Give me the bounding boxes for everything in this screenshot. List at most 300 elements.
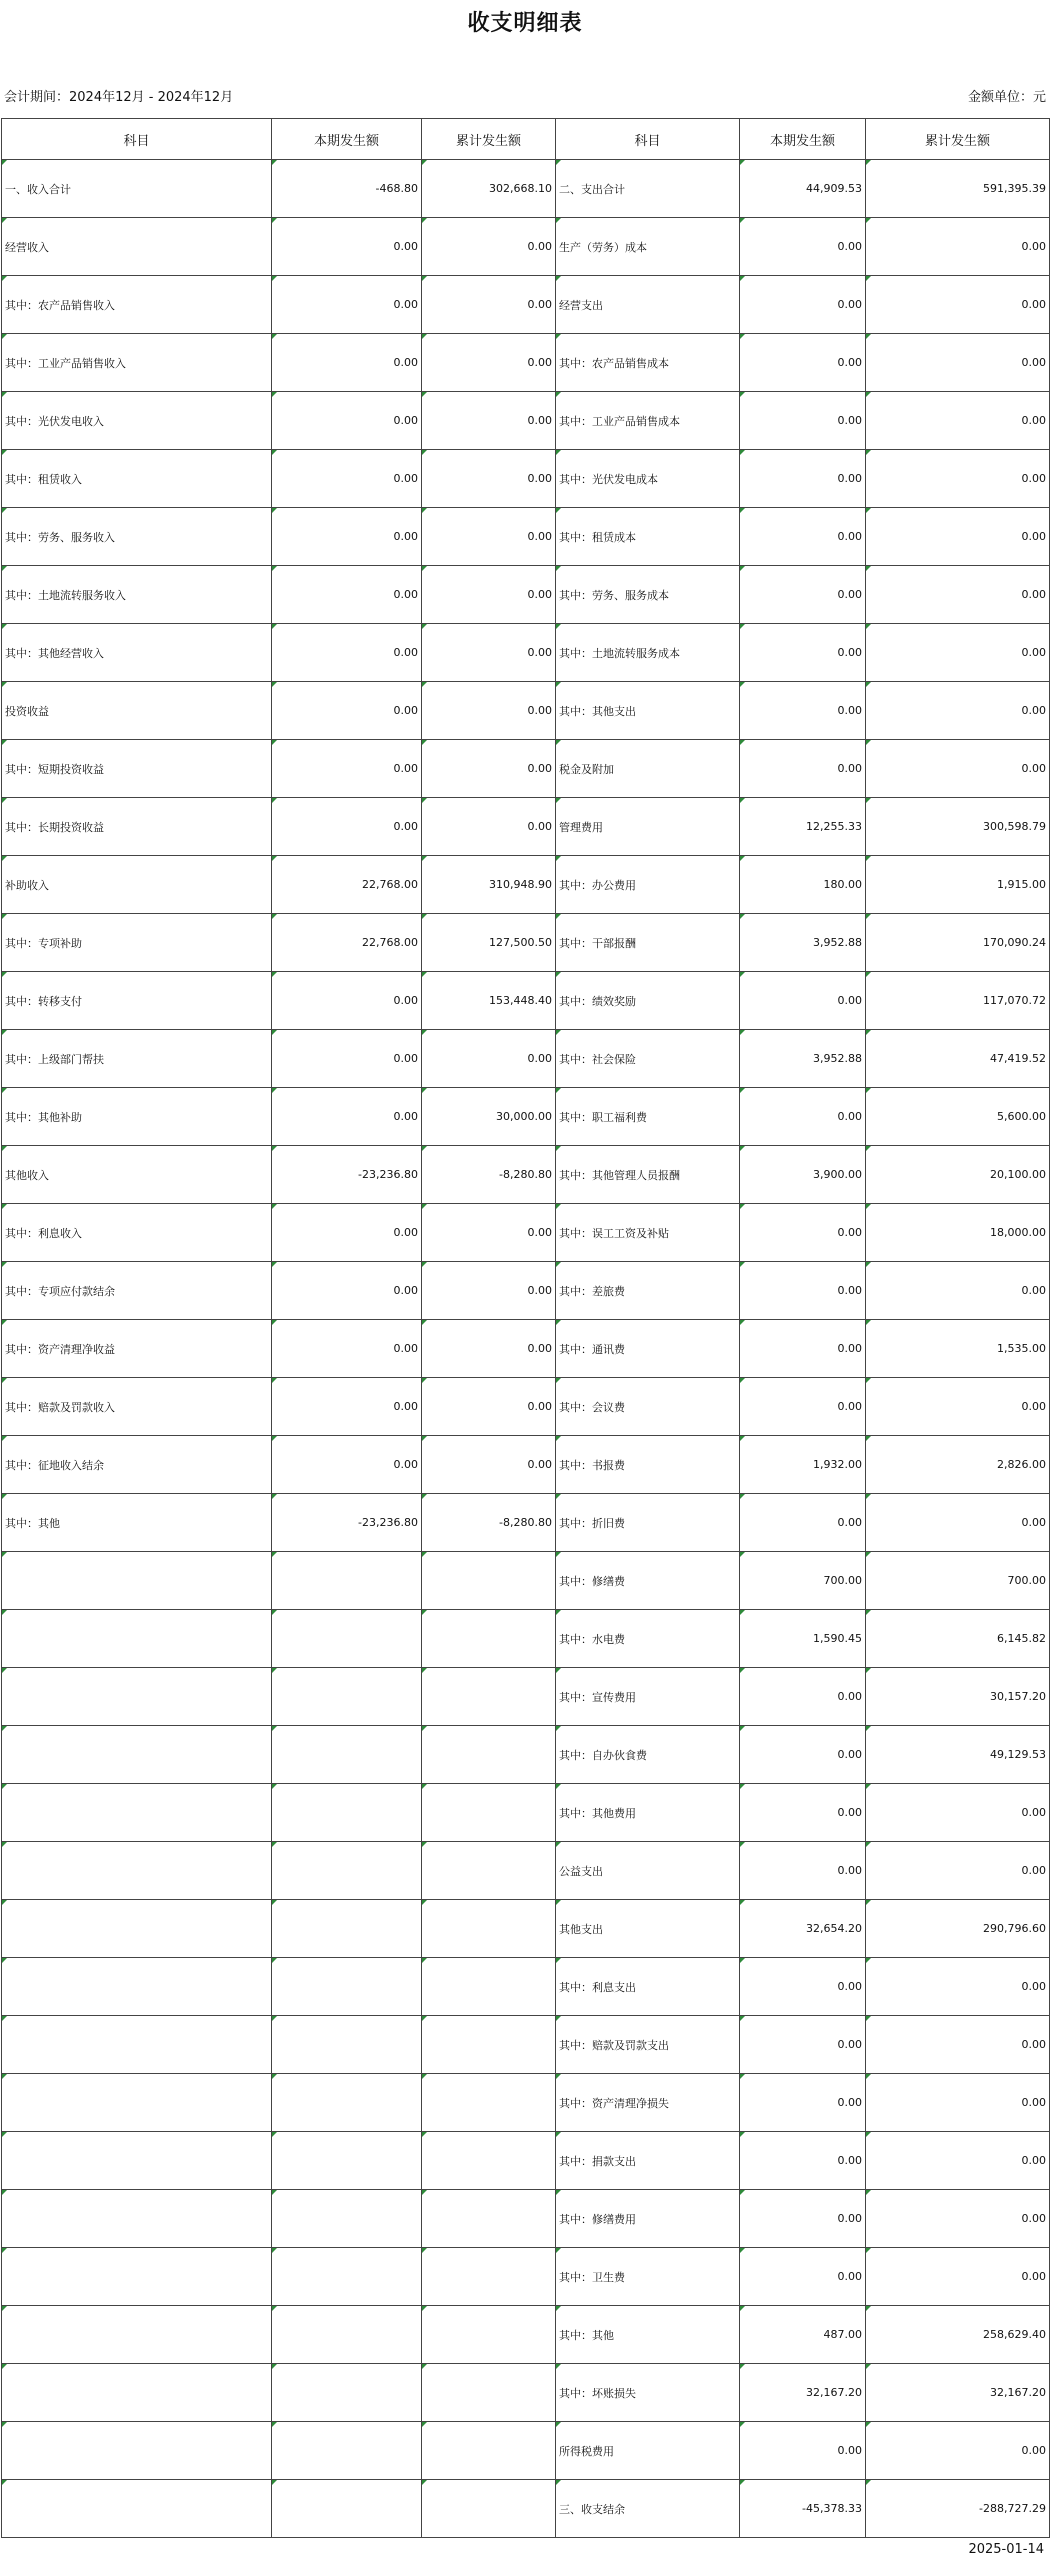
cell-income-current: 0.00	[272, 1262, 422, 1320]
cell-income-subject: 一、收入合计	[2, 160, 272, 218]
cell-income-cumulative: 0.00	[422, 392, 556, 450]
cell-income-cumulative	[422, 2074, 556, 2132]
header-expense-subject: 科目	[556, 119, 740, 160]
cell-income-current: 22,768.00	[272, 856, 422, 914]
cell-income-cumulative	[422, 2132, 556, 2190]
cell-expense-subject: 其中：水电费	[556, 1610, 740, 1668]
cell-income-cumulative: 127,500.50	[422, 914, 556, 972]
cell-expense-cumulative: 117,070.72	[866, 972, 1050, 1030]
cell-expense-current: 44,909.53	[740, 160, 866, 218]
cell-income-current: 0.00	[272, 276, 422, 334]
cell-expense-current: 0.00	[740, 2132, 866, 2190]
cell-income-current	[272, 2190, 422, 2248]
cell-income-subject	[2, 2364, 272, 2422]
income-expense-table	[1, 118, 1050, 2538]
table-row	[2, 2480, 1050, 2538]
table-row	[2, 218, 1050, 276]
cell-income-current: 0.00	[272, 218, 422, 276]
cell-income-current: -468.80	[272, 160, 422, 218]
cell-income-subject: 投资收益	[2, 682, 272, 740]
table-row	[2, 914, 1050, 972]
cell-income-cumulative: 0.00	[422, 334, 556, 392]
cell-expense-current: 32,167.20	[740, 2364, 866, 2422]
cell-income-current: 0.00	[272, 1088, 422, 1146]
cell-income-current: 22,768.00	[272, 914, 422, 972]
cell-income-current	[272, 1784, 422, 1842]
cell-income-cumulative: 0.00	[422, 1030, 556, 1088]
table-row	[2, 624, 1050, 682]
cell-income-current: 0.00	[272, 1436, 422, 1494]
cell-income-current	[272, 2422, 422, 2480]
cell-expense-cumulative: 2,826.00	[866, 1436, 1050, 1494]
cell-income-cumulative	[422, 2480, 556, 2538]
cell-expense-cumulative: 1,915.00	[866, 856, 1050, 914]
table-row	[2, 972, 1050, 1030]
table-row	[2, 2132, 1050, 2190]
table-row	[2, 1378, 1050, 1436]
cell-expense-current: 0.00	[740, 972, 866, 1030]
cell-income-cumulative	[422, 2364, 556, 2422]
cell-expense-cumulative: 0.00	[866, 450, 1050, 508]
cell-expense-subject: 生产（劳务）成本	[556, 218, 740, 276]
cell-expense-cumulative: 0.00	[866, 1494, 1050, 1552]
table-row	[2, 2016, 1050, 2074]
cell-expense-current: 0.00	[740, 2248, 866, 2306]
table-row	[2, 566, 1050, 624]
table-row	[2, 1030, 1050, 1088]
cell-expense-cumulative: 170,090.24	[866, 914, 1050, 972]
cell-income-subject	[2, 2016, 272, 2074]
cell-income-subject: 其中：劳务、服务收入	[2, 508, 272, 566]
cell-income-cumulative: 0.00	[422, 276, 556, 334]
cell-expense-cumulative: 0.00	[866, 218, 1050, 276]
cell-income-current: 0.00	[272, 566, 422, 624]
cell-income-subject	[2, 2132, 272, 2190]
table-row	[2, 1494, 1050, 1552]
cell-expense-cumulative: 0.00	[866, 1262, 1050, 1320]
cell-income-cumulative: -8,280.80	[422, 1146, 556, 1204]
table-row	[2, 1900, 1050, 1958]
cell-income-current	[272, 1958, 422, 2016]
cell-income-subject	[2, 1958, 272, 2016]
cell-expense-current: 0.00	[740, 740, 866, 798]
cell-expense-current: 0.00	[740, 2190, 866, 2248]
cell-expense-cumulative: 290,796.60	[866, 1900, 1050, 1958]
cell-income-cumulative	[422, 2422, 556, 2480]
report-title: 收支明细表	[467, 10, 583, 36]
cell-expense-current: 0.00	[740, 508, 866, 566]
cell-expense-subject: 其中：光伏发电成本	[556, 450, 740, 508]
cell-expense-current: 0.00	[740, 392, 866, 450]
cell-income-cumulative: 0.00	[422, 566, 556, 624]
cell-income-subject: 其中：租赁收入	[2, 450, 272, 508]
cell-income-subject: 其中：专项应付款结余	[2, 1262, 272, 1320]
table-row	[2, 1842, 1050, 1900]
cell-expense-subject: 其中：劳务、服务成本	[556, 566, 740, 624]
cell-expense-current: 1,590.45	[740, 1610, 866, 1668]
table-row	[2, 1668, 1050, 1726]
header-income-subject: 科目	[2, 119, 272, 160]
cell-expense-current: 0.00	[740, 276, 866, 334]
cell-expense-cumulative: -288,727.29	[866, 2480, 1050, 2538]
cell-income-subject: 其中：工业产品销售收入	[2, 334, 272, 392]
cell-income-cumulative	[422, 1552, 556, 1610]
cell-expense-subject: 其中：会议费	[556, 1378, 740, 1436]
cell-expense-current: 0.00	[740, 450, 866, 508]
cell-expense-current: 0.00	[740, 1494, 866, 1552]
cell-income-cumulative: 0.00	[422, 1378, 556, 1436]
cell-expense-current: 0.00	[740, 1320, 866, 1378]
cell-expense-subject: 其中：其他支出	[556, 682, 740, 740]
cell-income-current: 0.00	[272, 1378, 422, 1436]
cell-expense-subject: 其中：土地流转服务成本	[556, 624, 740, 682]
table-row	[2, 2306, 1050, 2364]
cell-income-subject: 其中：长期投资收益	[2, 798, 272, 856]
cell-income-subject	[2, 1842, 272, 1900]
cell-expense-subject: 公益支出	[556, 1842, 740, 1900]
cell-income-subject	[2, 1900, 272, 1958]
cell-expense-cumulative: 18,000.00	[866, 1204, 1050, 1262]
cell-expense-cumulative: 47,419.52	[866, 1030, 1050, 1088]
cell-expense-subject: 其中：绩效奖励	[556, 972, 740, 1030]
cell-expense-current: 0.00	[740, 1958, 866, 2016]
cell-expense-current: 0.00	[740, 1378, 866, 1436]
print-date: 2025-01-14	[968, 2542, 1044, 2557]
table-row	[2, 450, 1050, 508]
cell-expense-subject: 其中：职工福利费	[556, 1088, 740, 1146]
cell-income-current	[272, 2074, 422, 2132]
cell-expense-subject: 其中：误工工资及补贴	[556, 1204, 740, 1262]
cell-expense-current: 0.00	[740, 1088, 866, 1146]
cell-expense-current: 700.00	[740, 1552, 866, 1610]
cell-income-subject	[2, 1668, 272, 1726]
cell-income-current	[272, 1900, 422, 1958]
cell-expense-current: 0.00	[740, 624, 866, 682]
accounting-period: 会计期间：2024年12月 - 2024年12月	[4, 90, 234, 105]
cell-expense-subject: 其中：其他费用	[556, 1784, 740, 1842]
cell-income-cumulative: 310,948.90	[422, 856, 556, 914]
cell-income-current	[272, 2364, 422, 2422]
cell-income-cumulative	[422, 1958, 556, 2016]
cell-income-subject	[2, 1726, 272, 1784]
cell-income-cumulative: 0.00	[422, 682, 556, 740]
cell-expense-cumulative: 0.00	[866, 1958, 1050, 2016]
cell-income-current	[272, 1726, 422, 1784]
cell-expense-subject: 其中：通讯费	[556, 1320, 740, 1378]
cell-expense-subject: 其中：差旅费	[556, 1262, 740, 1320]
cell-income-subject: 其中：赔款及罚款收入	[2, 1378, 272, 1436]
cell-expense-cumulative: 32,167.20	[866, 2364, 1050, 2422]
cell-expense-subject: 三、收支结余	[556, 2480, 740, 2538]
cell-expense-cumulative: 0.00	[866, 508, 1050, 566]
cell-income-cumulative	[422, 1784, 556, 1842]
cell-income-cumulative	[422, 1610, 556, 1668]
cell-income-current: 0.00	[272, 740, 422, 798]
cell-expense-cumulative: 20,100.00	[866, 1146, 1050, 1204]
cell-expense-current: 487.00	[740, 2306, 866, 2364]
header-income-current: 本期发生额	[272, 119, 422, 160]
cell-income-subject: 其中：其他	[2, 1494, 272, 1552]
cell-income-subject: 其中：光伏发电收入	[2, 392, 272, 450]
table-row	[2, 1146, 1050, 1204]
cell-expense-current: 3,900.00	[740, 1146, 866, 1204]
table-row	[2, 682, 1050, 740]
cell-expense-cumulative: 591,395.39	[866, 160, 1050, 218]
cell-expense-cumulative: 0.00	[866, 334, 1050, 392]
cell-income-cumulative: 30,000.00	[422, 1088, 556, 1146]
cell-income-current	[272, 2016, 422, 2074]
cell-income-cumulative	[422, 2248, 556, 2306]
table-row	[2, 1320, 1050, 1378]
cell-expense-cumulative: 0.00	[866, 624, 1050, 682]
cell-income-current: 0.00	[272, 1320, 422, 1378]
cell-expense-current: 3,952.88	[740, 914, 866, 972]
currency-unit: 金额单位：元	[967, 90, 1046, 105]
cell-income-cumulative: 0.00	[422, 508, 556, 566]
cell-expense-subject: 二、支出合计	[556, 160, 740, 218]
cell-income-current: 0.00	[272, 508, 422, 566]
cell-expense-cumulative: 0.00	[866, 2016, 1050, 2074]
cell-expense-subject: 其中：宣传费用	[556, 1668, 740, 1726]
cell-income-subject	[2, 2422, 272, 2480]
cell-expense-subject: 其中：租赁成本	[556, 508, 740, 566]
table-row	[2, 1262, 1050, 1320]
cell-income-cumulative: 153,448.40	[422, 972, 556, 1030]
cell-income-current: 0.00	[272, 682, 422, 740]
cell-expense-current: 0.00	[740, 2422, 866, 2480]
cell-expense-cumulative: 0.00	[866, 2248, 1050, 2306]
cell-income-current: 0.00	[272, 798, 422, 856]
cell-expense-subject: 其中：其他	[556, 2306, 740, 2364]
cell-income-cumulative	[422, 2190, 556, 2248]
cell-income-current: 0.00	[272, 392, 422, 450]
table-row	[2, 334, 1050, 392]
cell-expense-current: 0.00	[740, 2074, 866, 2132]
cell-income-current	[272, 1842, 422, 1900]
cell-expense-subject: 其中：修缮费用	[556, 2190, 740, 2248]
cell-income-subject: 其中：土地流转服务收入	[2, 566, 272, 624]
cell-expense-cumulative: 0.00	[866, 1378, 1050, 1436]
cell-income-current	[272, 2480, 422, 2538]
cell-expense-subject: 其中：其他管理人员报酬	[556, 1146, 740, 1204]
cell-income-cumulative	[422, 2306, 556, 2364]
cell-expense-cumulative: 6,145.82	[866, 1610, 1050, 1668]
cell-expense-current: 0.00	[740, 1784, 866, 1842]
cell-income-subject: 其中：农产品销售收入	[2, 276, 272, 334]
cell-income-subject: 其中：上级部门帮扶	[2, 1030, 272, 1088]
cell-expense-subject: 其中：社会保险	[556, 1030, 740, 1088]
cell-expense-subject: 其中：农产品销售成本	[556, 334, 740, 392]
cell-income-subject: 其中：短期投资收益	[2, 740, 272, 798]
cell-income-subject: 经营收入	[2, 218, 272, 276]
cell-expense-cumulative: 0.00	[866, 566, 1050, 624]
cell-income-cumulative: 0.00	[422, 1436, 556, 1494]
cell-income-cumulative: 302,668.10	[422, 160, 556, 218]
cell-expense-current: 0.00	[740, 1668, 866, 1726]
cell-income-cumulative: -8,280.80	[422, 1494, 556, 1552]
cell-income-cumulative: 0.00	[422, 1204, 556, 1262]
cell-income-current: 0.00	[272, 624, 422, 682]
cell-expense-current: 0.00	[740, 2016, 866, 2074]
cell-expense-subject: 其中：资产清理净损失	[556, 2074, 740, 2132]
cell-income-cumulative: 0.00	[422, 624, 556, 682]
cell-income-current	[272, 2248, 422, 2306]
header-expense-current: 本期发生额	[740, 119, 866, 160]
cell-expense-subject: 其中：卫生费	[556, 2248, 740, 2306]
cell-expense-subject: 其中：折旧费	[556, 1494, 740, 1552]
cell-expense-current: 12,255.33	[740, 798, 866, 856]
cell-expense-subject: 其中：自办伙食费	[556, 1726, 740, 1784]
cell-income-cumulative	[422, 1726, 556, 1784]
cell-expense-subject: 其中：书报费	[556, 1436, 740, 1494]
cell-expense-current: 0.00	[740, 1726, 866, 1784]
cell-expense-cumulative: 0.00	[866, 392, 1050, 450]
cell-income-current	[272, 1610, 422, 1668]
cell-expense-cumulative: 0.00	[866, 1784, 1050, 1842]
cell-expense-cumulative: 30,157.20	[866, 1668, 1050, 1726]
cell-income-subject: 其中：利息收入	[2, 1204, 272, 1262]
table-header-row	[2, 119, 1050, 160]
table-row	[2, 1088, 1050, 1146]
table-row	[2, 856, 1050, 914]
cell-income-subject: 其中：其他经营收入	[2, 624, 272, 682]
cell-expense-cumulative: 0.00	[866, 2422, 1050, 2480]
cell-expense-subject: 其中：捐款支出	[556, 2132, 740, 2190]
table-row	[2, 508, 1050, 566]
cell-income-subject	[2, 1552, 272, 1610]
cell-income-subject: 其中：专项补助	[2, 914, 272, 972]
cell-income-cumulative	[422, 1842, 556, 1900]
cell-expense-cumulative: 1,535.00	[866, 1320, 1050, 1378]
cell-expense-cumulative: 0.00	[866, 2132, 1050, 2190]
cell-expense-current: 1,932.00	[740, 1436, 866, 1494]
cell-expense-subject: 管理费用	[556, 798, 740, 856]
table-row	[2, 1552, 1050, 1610]
cell-income-subject: 其中：资产清理净收益	[2, 1320, 272, 1378]
header-expense-cumulative: 累计发生额	[866, 119, 1050, 160]
cell-income-cumulative: 0.00	[422, 740, 556, 798]
cell-income-subject: 其他收入	[2, 1146, 272, 1204]
cell-income-cumulative	[422, 1668, 556, 1726]
cell-income-subject	[2, 2190, 272, 2248]
cell-expense-cumulative: 49,129.53	[866, 1726, 1050, 1784]
cell-expense-cumulative: 0.00	[866, 276, 1050, 334]
table-row	[2, 1958, 1050, 2016]
cell-income-current	[272, 1668, 422, 1726]
cell-expense-subject: 经营支出	[556, 276, 740, 334]
cell-expense-cumulative: 0.00	[866, 682, 1050, 740]
cell-expense-cumulative: 0.00	[866, 2074, 1050, 2132]
table-row	[2, 1784, 1050, 1842]
cell-income-subject: 其中：转移支付	[2, 972, 272, 1030]
cell-income-subject	[2, 2306, 272, 2364]
table-row	[2, 2422, 1050, 2480]
table-row	[2, 1726, 1050, 1784]
table-row	[2, 2074, 1050, 2132]
cell-income-subject	[2, 2480, 272, 2538]
cell-income-cumulative: 0.00	[422, 1262, 556, 1320]
header-income-cumulative: 累计发生额	[422, 119, 556, 160]
cell-income-subject: 其中：征地收入结余	[2, 1436, 272, 1494]
table-row	[2, 276, 1050, 334]
cell-income-subject	[2, 1784, 272, 1842]
cell-expense-subject: 其中：干部报酬	[556, 914, 740, 972]
cell-expense-cumulative: 0.00	[866, 740, 1050, 798]
cell-expense-subject: 其中：修缮费	[556, 1552, 740, 1610]
table-row	[2, 392, 1050, 450]
cell-expense-subject: 其中：赔款及罚款支出	[556, 2016, 740, 2074]
cell-income-subject: 其中：其他补助	[2, 1088, 272, 1146]
cell-income-cumulative: 0.00	[422, 1320, 556, 1378]
cell-expense-subject: 其中：利息支出	[556, 1958, 740, 2016]
cell-expense-current: 0.00	[740, 334, 866, 392]
table-row	[2, 1610, 1050, 1668]
cell-income-current: 0.00	[272, 1030, 422, 1088]
cell-expense-subject: 其中：工业产品销售成本	[556, 392, 740, 450]
cell-income-current: 0.00	[272, 450, 422, 508]
cell-income-subject: 补助收入	[2, 856, 272, 914]
cell-income-current: -23,236.80	[272, 1146, 422, 1204]
cell-expense-current: 0.00	[740, 1204, 866, 1262]
table-body	[2, 160, 1050, 2538]
cell-income-cumulative: 0.00	[422, 218, 556, 276]
table-row	[2, 740, 1050, 798]
cell-expense-current: 3,952.88	[740, 1030, 866, 1088]
cell-expense-cumulative: 300,598.79	[866, 798, 1050, 856]
cell-income-current: 0.00	[272, 1204, 422, 1262]
cell-expense-current: 0.00	[740, 1262, 866, 1320]
cell-expense-subject: 税金及附加	[556, 740, 740, 798]
cell-expense-cumulative: 0.00	[866, 2190, 1050, 2248]
table-row	[2, 1436, 1050, 1494]
cell-income-current	[272, 2132, 422, 2190]
cell-expense-subject: 其中：办公费用	[556, 856, 740, 914]
cell-income-current: 0.00	[272, 334, 422, 392]
cell-expense-cumulative: 700.00	[866, 1552, 1050, 1610]
cell-expense-cumulative: 258,629.40	[866, 2306, 1050, 2364]
cell-income-subject	[2, 2074, 272, 2132]
cell-income-current: 0.00	[272, 972, 422, 1030]
cell-expense-current: -45,378.33	[740, 2480, 866, 2538]
cell-expense-cumulative: 0.00	[866, 1842, 1050, 1900]
table-row	[2, 2364, 1050, 2422]
cell-income-cumulative: 0.00	[422, 798, 556, 856]
cell-expense-current: 180.00	[740, 856, 866, 914]
table-row	[2, 1204, 1050, 1262]
table-row	[2, 2248, 1050, 2306]
cell-expense-subject: 所得税费用	[556, 2422, 740, 2480]
cell-expense-current: 0.00	[740, 566, 866, 624]
cell-income-current: -23,236.80	[272, 1494, 422, 1552]
cell-expense-subject: 其中：坏账损失	[556, 2364, 740, 2422]
cell-expense-current: 0.00	[740, 218, 866, 276]
table-row	[2, 798, 1050, 856]
cell-income-subject	[2, 2248, 272, 2306]
cell-expense-current: 0.00	[740, 1842, 866, 1900]
cell-expense-current: 0.00	[740, 682, 866, 740]
table-row	[2, 160, 1050, 218]
cell-income-current	[272, 2306, 422, 2364]
cell-expense-current: 32,654.20	[740, 1900, 866, 1958]
cell-income-cumulative	[422, 1900, 556, 1958]
table-row	[2, 2190, 1050, 2248]
cell-income-subject	[2, 1610, 272, 1668]
cell-income-cumulative: 0.00	[422, 450, 556, 508]
cell-expense-cumulative: 5,600.00	[866, 1088, 1050, 1146]
cell-expense-subject: 其他支出	[556, 1900, 740, 1958]
cell-income-current	[272, 1552, 422, 1610]
cell-income-cumulative	[422, 2016, 556, 2074]
